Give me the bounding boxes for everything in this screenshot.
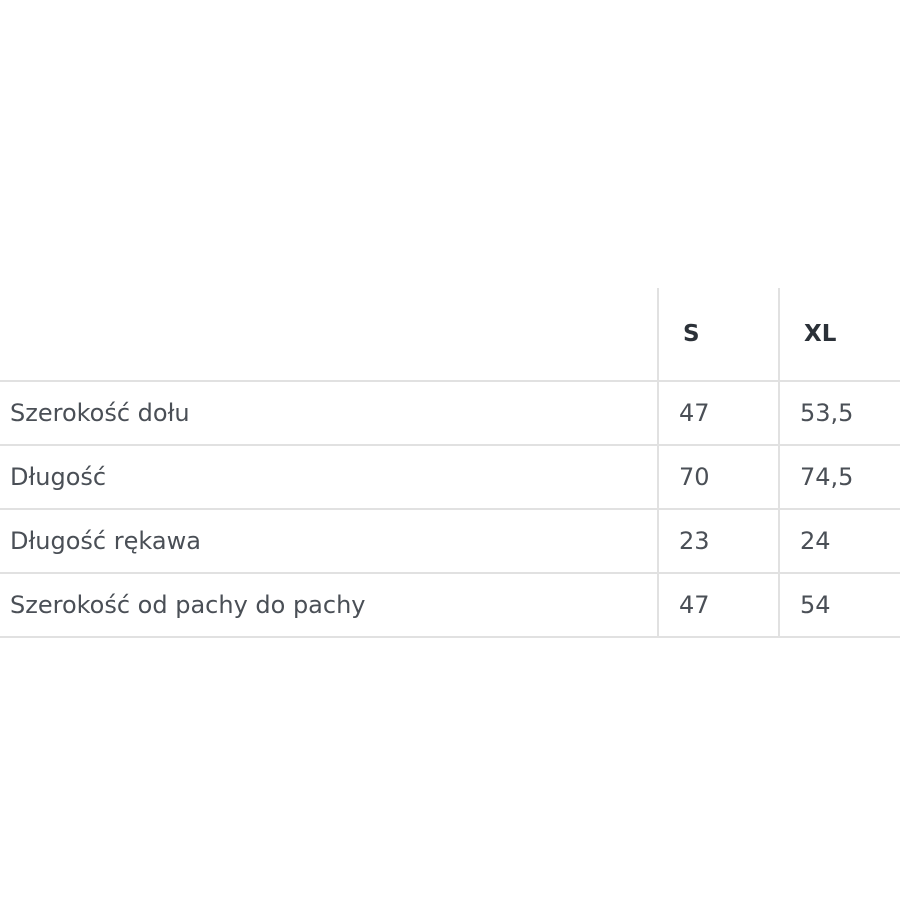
- value-s: 47: [658, 381, 779, 445]
- table-header: [0, 288, 900, 381]
- row-label: Szerokość od pachy do pachy: [0, 573, 658, 637]
- row-label: Długość rękawa: [0, 509, 658, 573]
- table-row: [0, 445, 900, 509]
- value-s: 47: [658, 573, 779, 637]
- header-label-cell: [0, 288, 658, 381]
- value-xl: 74,5: [779, 445, 900, 509]
- value-xl: 53,5: [779, 381, 900, 445]
- header-row: [0, 288, 900, 381]
- value-s: 23: [658, 509, 779, 573]
- value-s: 70: [658, 445, 779, 509]
- table-row: [0, 573, 900, 637]
- table-row: [0, 509, 900, 573]
- row-label: Długość: [0, 445, 658, 509]
- header-size-xl: XL: [779, 288, 900, 381]
- table-row: [0, 381, 900, 445]
- row-label: Szerokość dołu: [0, 381, 658, 445]
- table-body: [0, 381, 900, 637]
- value-xl: 24: [779, 509, 900, 573]
- header-size-s: S: [658, 288, 779, 381]
- size-chart-table: [0, 288, 900, 638]
- value-xl: 54: [779, 573, 900, 637]
